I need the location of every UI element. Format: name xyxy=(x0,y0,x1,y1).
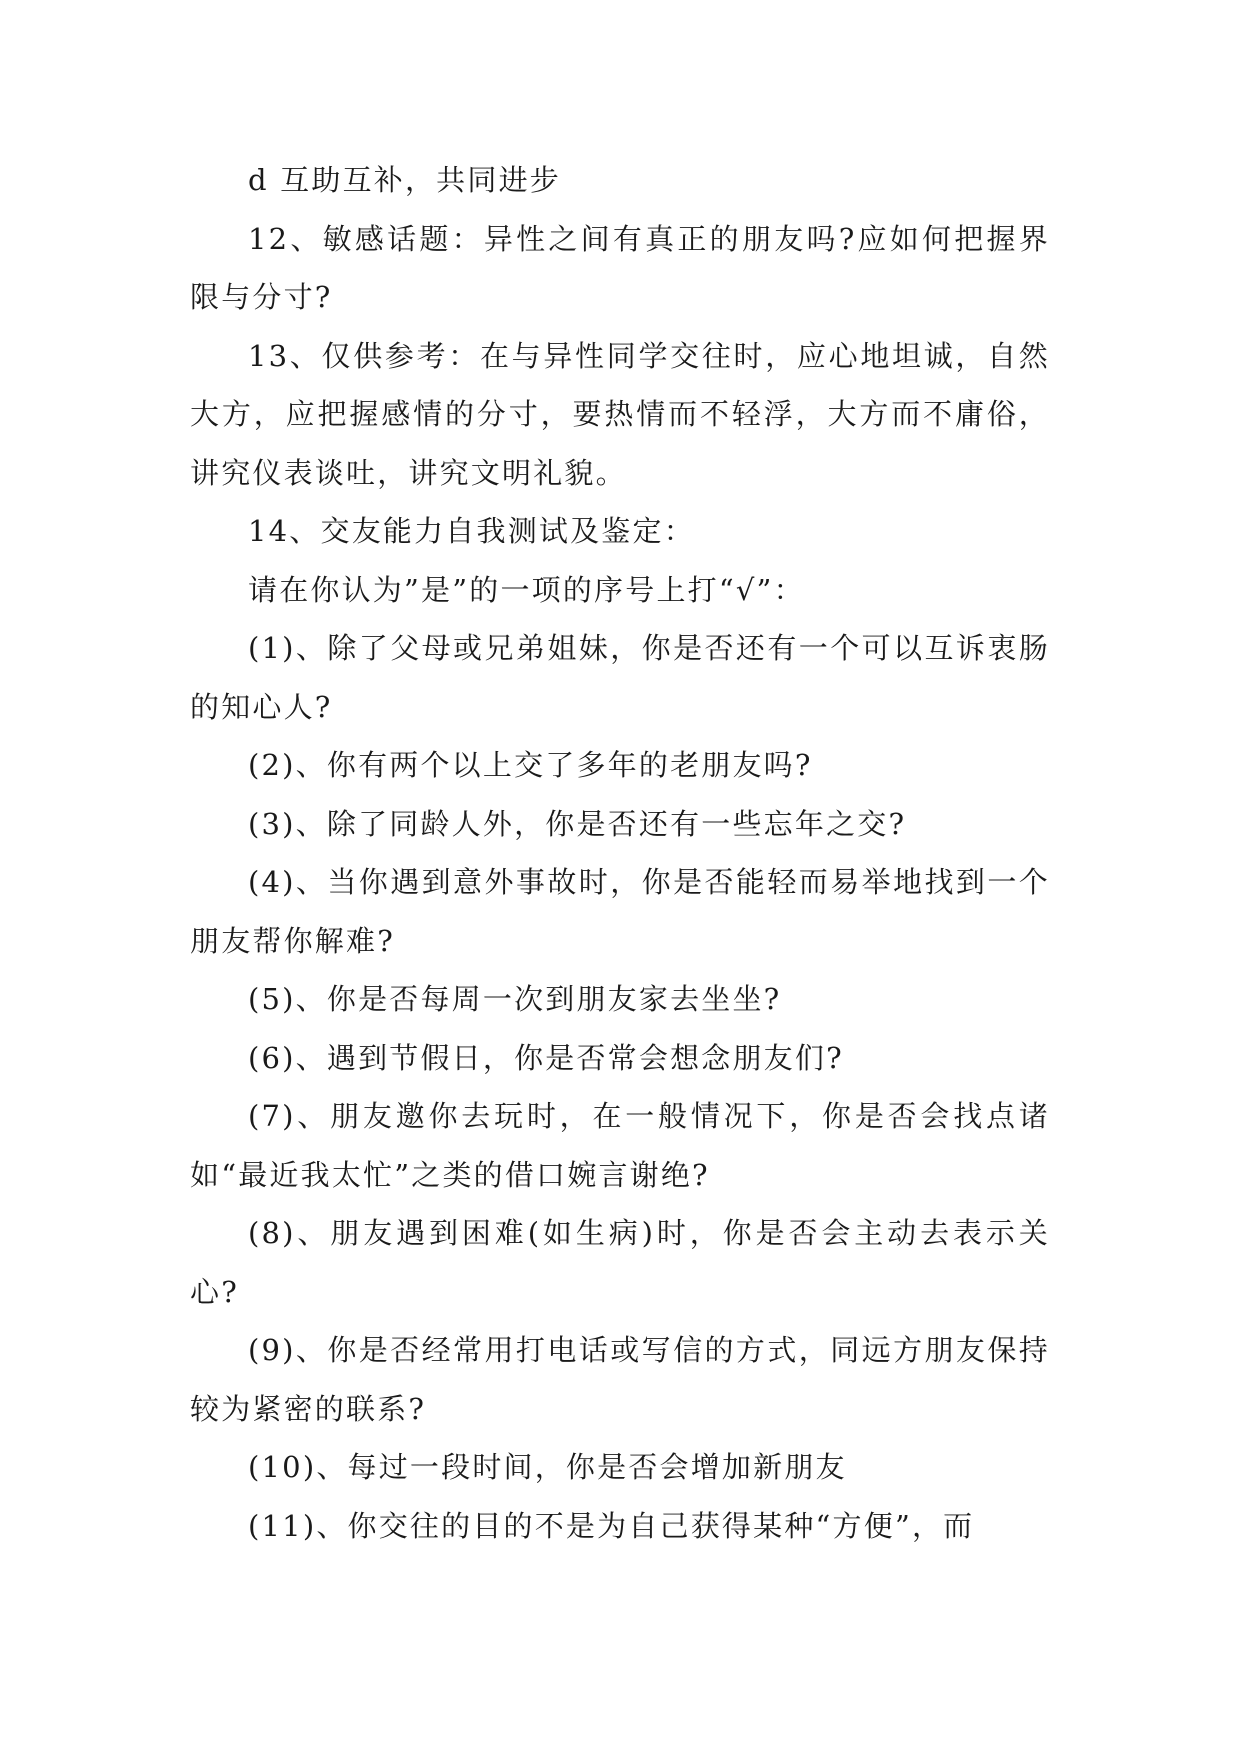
question-6: (6)、遇到节假日，你是否常会想念朋友们? xyxy=(248,1040,844,1075)
paragraph-12-sensitive-topic: 12、敏感话题：异性之间有真正的朋友吗?应如何把握界限与分寸? xyxy=(190,221,1050,314)
question-3: (3)、除了同龄人外，你是否还有一些忘年之交? xyxy=(248,806,907,841)
question-8: (8)、朋友遇到困难(如生病)时，你是否会主动去表示关心? xyxy=(190,1216,1050,1309)
paragraph-14-self-test-heading: 14、交友能力自我测试及鉴定： xyxy=(248,514,695,548)
paragraph-item-d: d 互助互补，共同进步 xyxy=(248,163,561,197)
question-5: (5)、你是否每周一次到朋友家去坐坐? xyxy=(248,982,782,1016)
question-1: (1)、除了父母或兄弟姐妹，你是否还有一个可以互诉衷肠的知心人? xyxy=(190,631,1050,724)
question-2: (2)、你有两个以上交了多年的老朋友吗? xyxy=(248,748,813,782)
question-7: (7)、朋友邀你去玩时，在一般情况下，你是否会找点诸如“最近我太忙”之类的借口婉言谢绝? xyxy=(190,1099,1050,1192)
question-11: (11)、你交往的目的不是为自己获得某种“方便”，而 xyxy=(248,1508,975,1543)
paragraph-test-instruction: 请在你认为”是”的一项的序号上打“√”： xyxy=(248,572,805,607)
document-body xyxy=(190,151,1050,1555)
question-10: (10)、每过一段时间，你是否会增加新朋友 xyxy=(248,1450,847,1484)
question-4: (4)、当你遇到意外事故时，你是否能轻而易举地找到一个朋友帮你解难? xyxy=(190,865,1050,958)
question-9: (9)、你是否经常用打电话或写信的方式，同远方朋友保持较为紧密的联系? xyxy=(190,1333,1050,1426)
paragraph-13-reference: 13、仅供参考：在与异性同学交往时，应心地坦诚，自然大方，应把握感情的分寸，要热情而不轻浮，大方而不庸俗，讲究仪表谈吐，讲究文明礼貌。 xyxy=(190,338,1050,490)
